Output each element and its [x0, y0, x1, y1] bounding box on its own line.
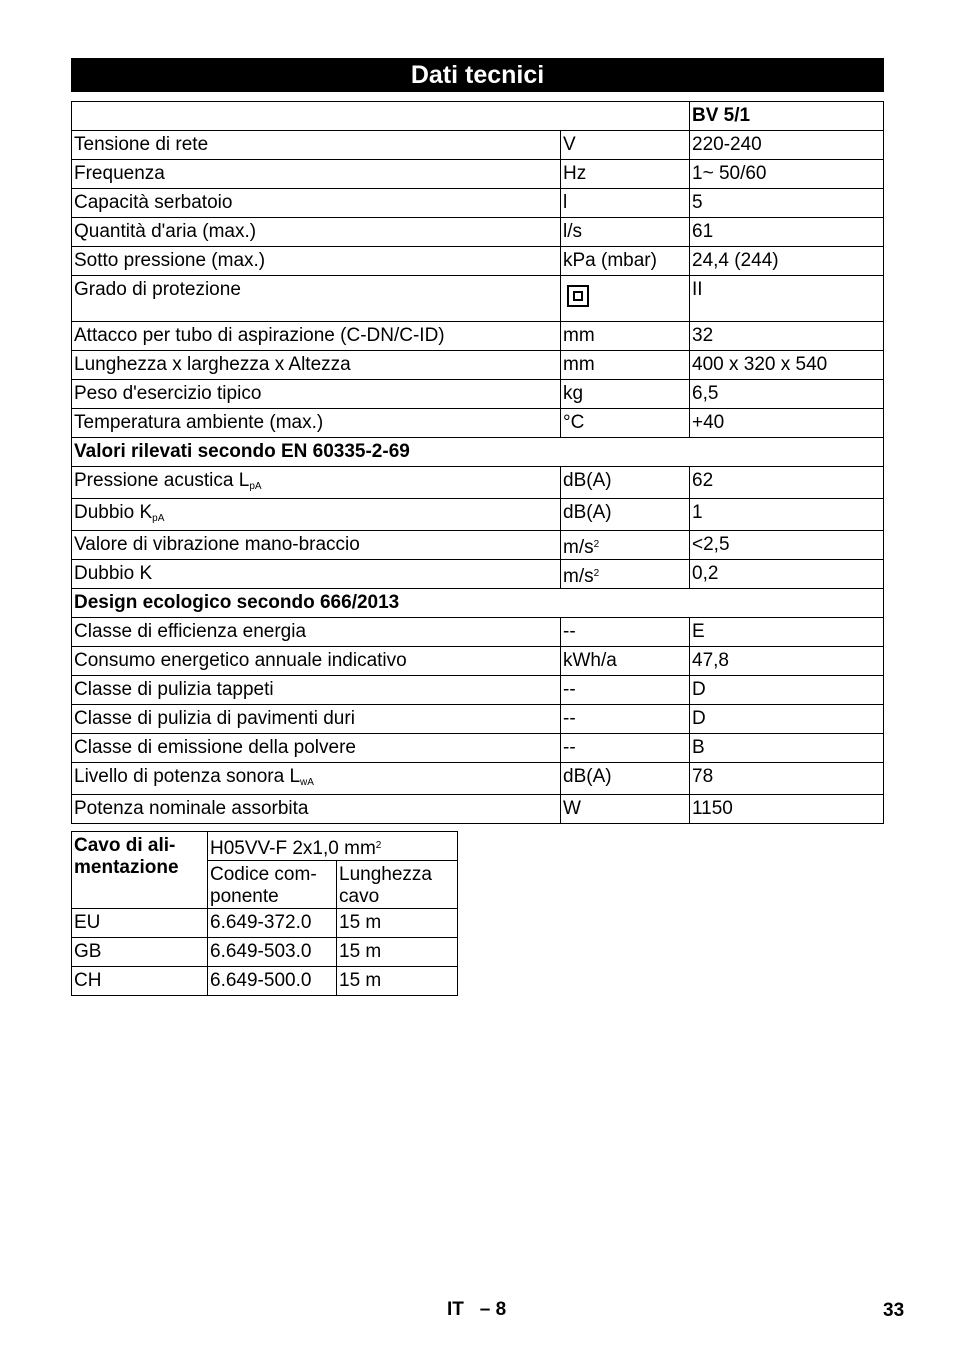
- row-value: II: [690, 276, 884, 322]
- row-value: 6,5: [690, 380, 884, 409]
- row-label: Dubbio K: [72, 560, 561, 589]
- row-label: Grado di protezione: [72, 276, 561, 322]
- footer-section-number: – 8: [479, 1299, 507, 1320]
- row-label: Classe di emissione della polvere: [72, 734, 561, 763]
- cable-code: 6.649-372.0: [208, 909, 337, 938]
- row-unit: --: [561, 676, 690, 705]
- row-label: Classe di pulizia di pavimenti duri: [72, 705, 561, 734]
- row-label: Consumo energetico annuale indicativo: [72, 647, 561, 676]
- row-unit: --: [561, 734, 690, 763]
- cable-country: EU: [72, 909, 208, 938]
- cable-country: CH: [72, 967, 208, 996]
- row-label: Sotto pressione (max.): [72, 247, 561, 276]
- row-value: 400 x 320 x 540: [690, 351, 884, 380]
- table-row: [72, 618, 884, 647]
- row-value: 47,8: [690, 647, 884, 676]
- table-row: [72, 676, 884, 705]
- row-label: Classe di pulizia tappeti: [72, 676, 561, 705]
- table-row: [72, 531, 884, 560]
- power-cable-table: [71, 831, 458, 996]
- row-value: D: [690, 676, 884, 705]
- row-value: 0,2: [690, 560, 884, 589]
- row-unit: mm: [561, 322, 690, 351]
- cable-code: 6.649-500.0: [208, 967, 337, 996]
- protection-class-ii-icon: [567, 285, 589, 307]
- row-label: Valore di vibrazione mano-braccio: [72, 531, 561, 560]
- row-value: D: [690, 705, 884, 734]
- table-row: [72, 734, 884, 763]
- footer-section: [447, 1299, 506, 1321]
- table-row: [72, 763, 884, 795]
- table-row: [72, 938, 458, 967]
- table-header-row: [72, 102, 884, 131]
- row-unit: °C: [561, 409, 690, 438]
- row-label: Capacità serbatoio: [72, 189, 561, 218]
- footer-language: IT: [447, 1299, 464, 1320]
- row-label: Attacco per tubo di aspirazione (C-DN/C-ID): [72, 322, 561, 351]
- row-value: 78: [690, 763, 884, 795]
- cable-length: 15 m: [337, 967, 458, 996]
- row-value: 62: [690, 467, 884, 499]
- table-row: [72, 247, 884, 276]
- row-unit: W: [561, 795, 690, 824]
- table-row: [72, 276, 884, 322]
- row-unit: kg: [561, 380, 690, 409]
- row-unit: dB(A): [561, 499, 690, 531]
- row-unit: $m/s^2$: [561, 531, 690, 560]
- row-unit: kPa (mbar): [561, 247, 690, 276]
- table-row: [72, 160, 884, 189]
- table-row: [72, 499, 884, 531]
- cable-spec-row: [72, 832, 458, 861]
- row-label: Potenza nominale assorbita: [72, 795, 561, 824]
- table-row: [72, 467, 884, 499]
- table-row: [72, 218, 884, 247]
- table-row: [72, 131, 884, 160]
- table-row: [72, 322, 884, 351]
- row-unit: --: [561, 705, 690, 734]
- table-row: [72, 795, 884, 824]
- row-value: 1150: [690, 795, 884, 824]
- row-label: Livello di potenza sonora $L_{wA}$: [72, 763, 561, 795]
- technical-data-table: [71, 101, 884, 824]
- row-unit: --: [561, 618, 690, 647]
- row-unit: dB(A): [561, 763, 690, 795]
- section-header-row: [72, 438, 884, 467]
- row-unit: dB(A): [561, 467, 690, 499]
- row-value: +40: [690, 409, 884, 438]
- row-value: 1: [690, 499, 884, 531]
- row-value: <2,5: [690, 531, 884, 560]
- row-label: Pressione acustica $L_{pA}$: [72, 467, 561, 499]
- cable-length: 15 m: [337, 938, 458, 967]
- row-label: Peso d'esercizio tipico: [72, 380, 561, 409]
- table-row: [72, 380, 884, 409]
- row-label: Quantità d'aria (max.): [72, 218, 561, 247]
- table-row: [72, 351, 884, 380]
- row-unit: kWh/a: [561, 647, 690, 676]
- row-unit: V: [561, 131, 690, 160]
- row-label: Classe di efficienza energia: [72, 618, 561, 647]
- row-label: Dubbio $K_{pA}$: [72, 499, 561, 531]
- col-header-length: Lunghezza cavo: [337, 861, 458, 909]
- row-label: Frequenza: [72, 160, 561, 189]
- row-value: 61: [690, 218, 884, 247]
- cable-country: GB: [72, 938, 208, 967]
- row-value: E: [690, 618, 884, 647]
- row-unit: l: [561, 189, 690, 218]
- row-unit: $m/s^2$: [561, 560, 690, 589]
- row-value: 1~ 50/60: [690, 160, 884, 189]
- table-row: [72, 560, 884, 589]
- row-unit: Hz: [561, 160, 690, 189]
- row-value: 220-240: [690, 131, 884, 160]
- row-value: 24,4 (244): [690, 247, 884, 276]
- cable-spec: H05VV-F 2x1,0 $mm^2$: [208, 832, 458, 861]
- cable-length: 15 m: [337, 909, 458, 938]
- row-value: 32: [690, 322, 884, 351]
- section-ecodesign-title: Design ecologico secondo 666/2013: [72, 589, 884, 618]
- section-header-row: [72, 589, 884, 618]
- row-label: Lunghezza x larghezza x Altezza: [72, 351, 561, 380]
- table-row: [72, 705, 884, 734]
- table-row: [72, 189, 884, 218]
- row-label: Tensione di rete: [72, 131, 561, 160]
- col-header-code: Codice com- ponente: [208, 861, 337, 909]
- model-name: BV 5/1: [690, 102, 884, 131]
- table-row: [72, 409, 884, 438]
- row-value: B: [690, 734, 884, 763]
- header-blank-cell: [72, 102, 690, 131]
- table-row: [72, 909, 458, 938]
- section-measured-title: Valori rilevati secondo EN 60335-2-69: [72, 438, 884, 467]
- row-label: Temperatura ambiente (max.): [72, 409, 561, 438]
- cable-label: Cavo di ali- mentazione: [72, 832, 208, 909]
- row-unit: [561, 276, 690, 322]
- table-row: [72, 647, 884, 676]
- table-row: [72, 967, 458, 996]
- row-value: 5: [690, 189, 884, 218]
- page-number: 33: [883, 1300, 905, 1321]
- cable-code: 6.649-503.0: [208, 938, 337, 967]
- row-unit: mm: [561, 351, 690, 380]
- page-title: Dati tecnici: [71, 58, 884, 92]
- row-unit: l/s: [561, 218, 690, 247]
